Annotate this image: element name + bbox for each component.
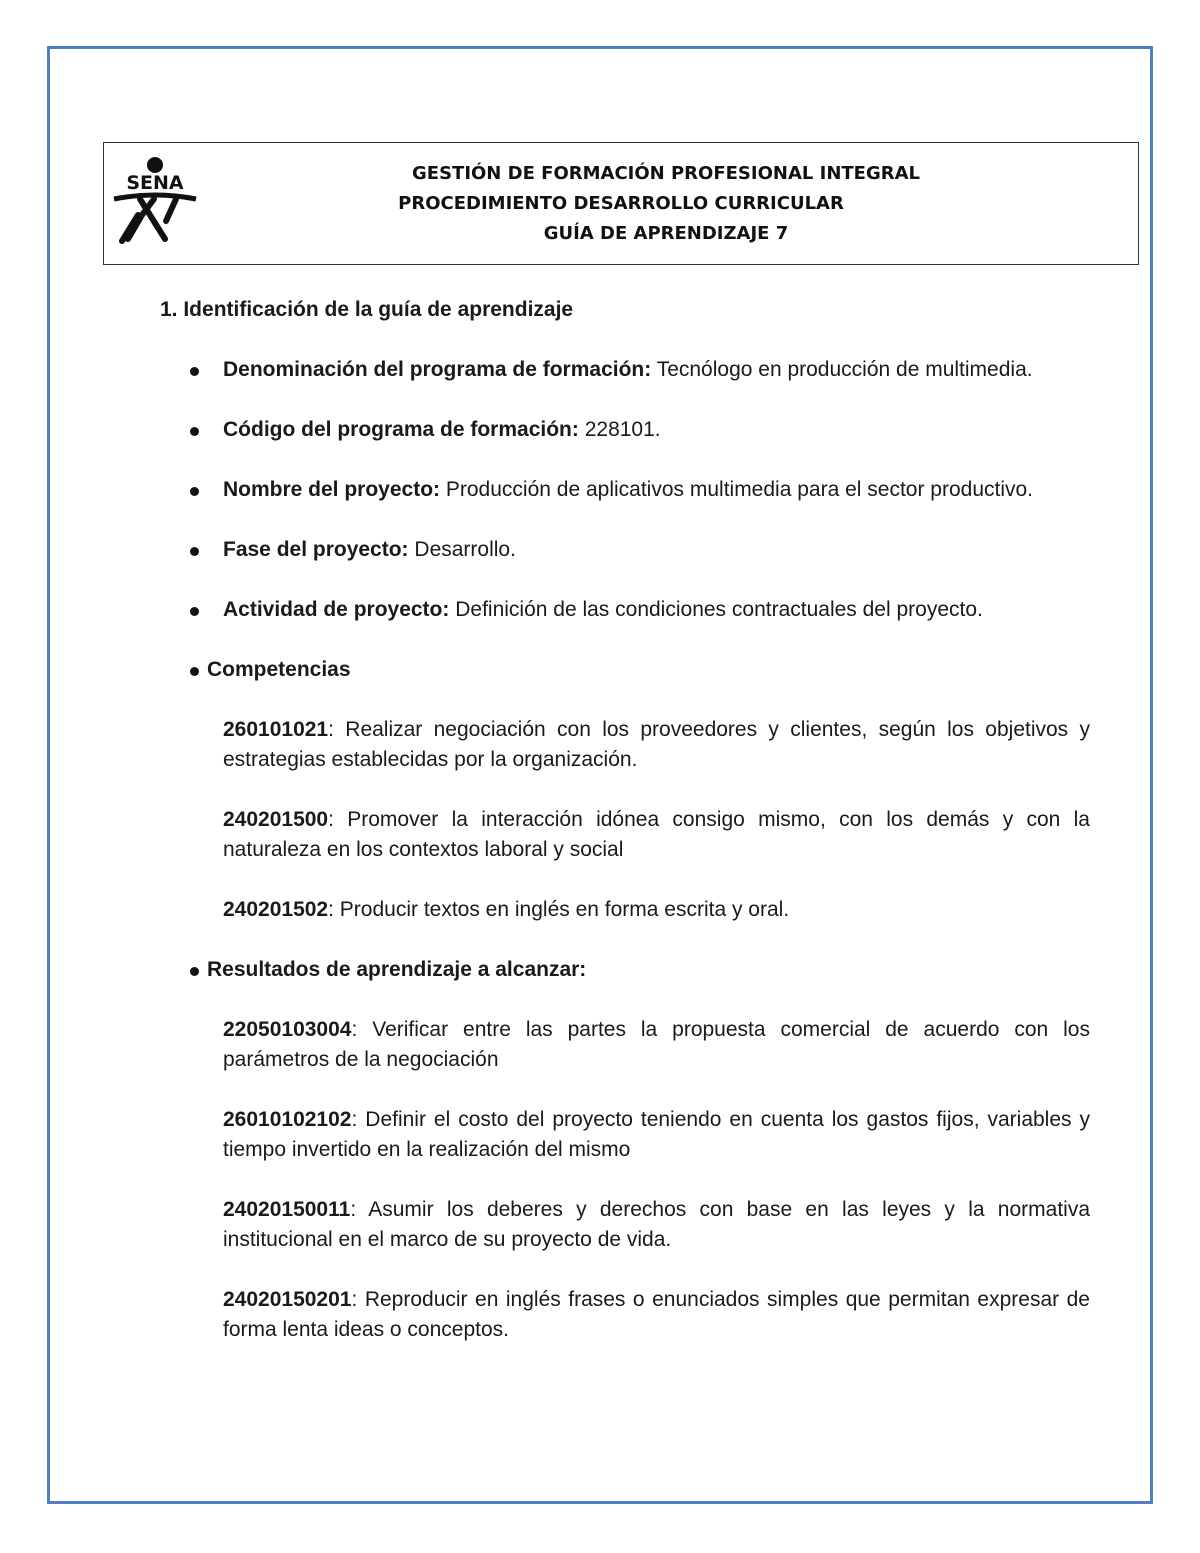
field-label: Actividad de proyecto:: [223, 598, 450, 621]
competencias-section: [160, 655, 1090, 925]
resultado-code: 22050103004: [223, 1018, 352, 1041]
field-value: 228101.: [578, 418, 661, 441]
header-line-2: PROCEDIMIENTO DESARROLLO CURRICULAR: [398, 193, 844, 214]
field-codigo: [160, 415, 1090, 445]
field-label: Nombre del proyecto:: [223, 478, 441, 501]
field-value: Tecnólogo en producción de multimedia.: [651, 358, 1033, 381]
svg-text:SENA: SENA: [126, 172, 184, 194]
header-line-3: GUÍA DE APRENDIZAJE 7: [543, 223, 789, 244]
resultado-item: [160, 1105, 1090, 1165]
competencia-item: [160, 805, 1090, 865]
field-value: Desarrollo.: [408, 538, 516, 561]
competencia-item: [160, 715, 1090, 775]
field-proyecto: [160, 475, 1090, 505]
field-actividad: [160, 595, 1090, 625]
resultado-item: [160, 1195, 1090, 1255]
field-value: Producción de aplicativos multimedia para el sector productivo.: [440, 478, 1034, 501]
resultado-text: : Asumir los deberes y derechos con base en las leyes y la normativa institucional en el marco de su proyecto de vida.: [223, 1198, 1090, 1251]
resultado-text: : Verificar entre las partes la propuesta comercial de acuerdo con los parámetros de la negociación: [223, 1018, 1090, 1071]
competencia-code: 240201500: [223, 808, 329, 831]
field-programa: [160, 355, 1090, 385]
bullet-icon: [190, 487, 199, 496]
bullet-icon: [190, 427, 199, 436]
header-line-1: GESTIÓN DE FORMACIÓN PROFESIONAL INTEGRAL: [412, 163, 920, 184]
field-label: Denominación del programa de formación:: [223, 358, 652, 381]
resultados-heading: Resultados de aprendizaje a alcanzar:: [160, 955, 1090, 985]
field-fase: [160, 535, 1090, 565]
field-label: Código del programa de formación:: [223, 418, 579, 441]
document-body: [160, 295, 1090, 1345]
resultado-item: [160, 1285, 1090, 1345]
document-header: [103, 142, 1139, 265]
field-value: Definición de las condiciones contractuales del proyecto.: [449, 598, 983, 621]
resultado-code: 26010102102: [223, 1108, 352, 1131]
competencias-heading: Competencias: [160, 655, 1090, 685]
field-label: Fase del proyecto:: [223, 538, 409, 561]
bullet-icon: [190, 607, 199, 616]
section-title: 1. Identificación de la guía de aprendizaje: [160, 298, 574, 321]
resultado-code: 24020150011: [223, 1198, 351, 1221]
competencia-item: [160, 895, 1090, 925]
competencia-text: : Realizar negociación con los proveedores y clientes, según los objetivos y estrategias establecidas por la organización.: [223, 718, 1090, 771]
resultados-section: [160, 955, 1090, 1345]
bullet-icon: [190, 547, 199, 556]
resultado-text: : Definir el costo del proyecto teniendo en cuenta los gastos fijos, variables y tiempo invertido en la realización del mismo: [223, 1108, 1090, 1161]
resultado-item: [160, 1015, 1090, 1075]
bullet-icon: [190, 367, 199, 376]
competencia-text: : Promover la interacción idónea consigo mismo, con los demás y con la naturaleza en los contextos laboral y social: [223, 808, 1090, 861]
competencia-text: : Producir textos en inglés en forma escrita y oral.: [328, 898, 790, 921]
competencia-code: 260101021: [223, 718, 329, 741]
identification-list: [160, 355, 1090, 625]
resultado-code: 24020150201: [223, 1288, 352, 1311]
bullet-icon: [190, 967, 199, 976]
resultado-text: : Reproducir en inglés frases o enunciados simples que permitan expresar de forma lenta ideas o conceptos.: [223, 1288, 1090, 1341]
competencia-code: 240201502: [223, 898, 329, 921]
bullet-icon: [190, 667, 199, 676]
